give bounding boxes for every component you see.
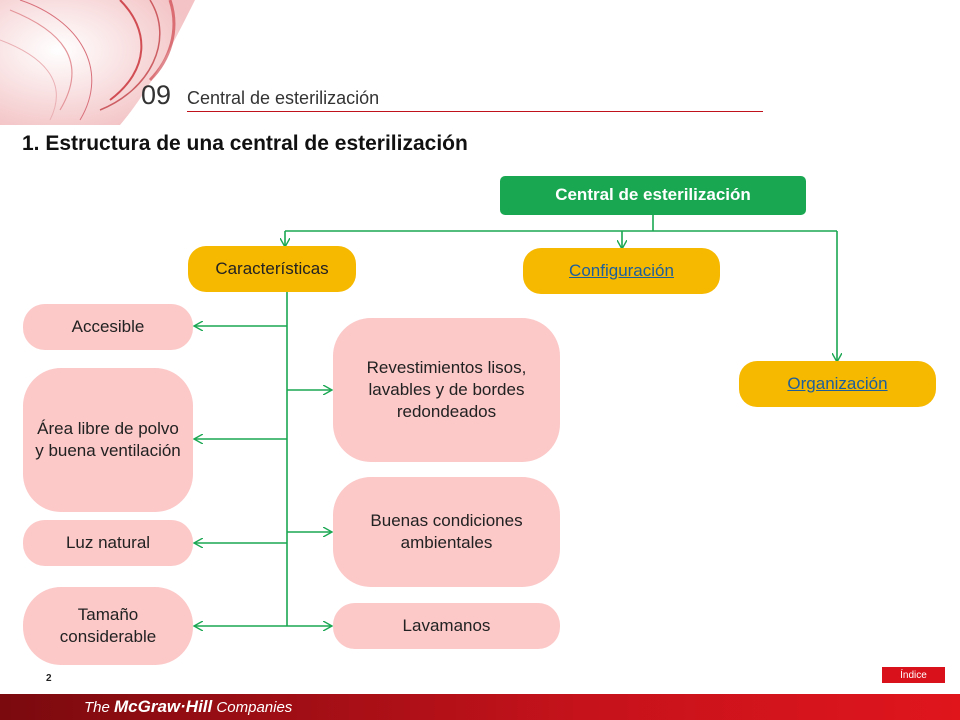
branch-organizacion-link[interactable]: Organización [739,361,936,407]
publisher-logo: The McGraw·Hill Companies [84,697,293,716]
section-title: 1. Estructura de una central de esterilización [22,132,468,155]
index-button[interactable]: Índice [882,667,945,683]
item-revestimientos: Revestimientos lisos, lavables y de bordes redondeados [333,318,560,462]
footer-bar [0,694,960,720]
item-accesible: Accesible [23,304,193,350]
item-condiciones-ambientales: Buenas condiciones ambientales [333,477,560,587]
branch-caracteristicas: Características [188,246,356,292]
page-number: 2 [46,673,52,684]
item-area-libre: Área libre de polvo y buena ventilación [23,368,193,512]
chapter-number: 09 [141,80,172,110]
branch-configuracion-link[interactable]: Configuración [523,248,720,294]
item-lavamanos: Lavamanos [333,603,560,649]
chapter-title: Central de esterilización [187,88,380,108]
item-luz-natural: Luz natural [23,520,193,566]
item-tamano-considerable: Tamaño considerable [23,587,193,665]
root-node: Central de esterilización [500,176,806,215]
